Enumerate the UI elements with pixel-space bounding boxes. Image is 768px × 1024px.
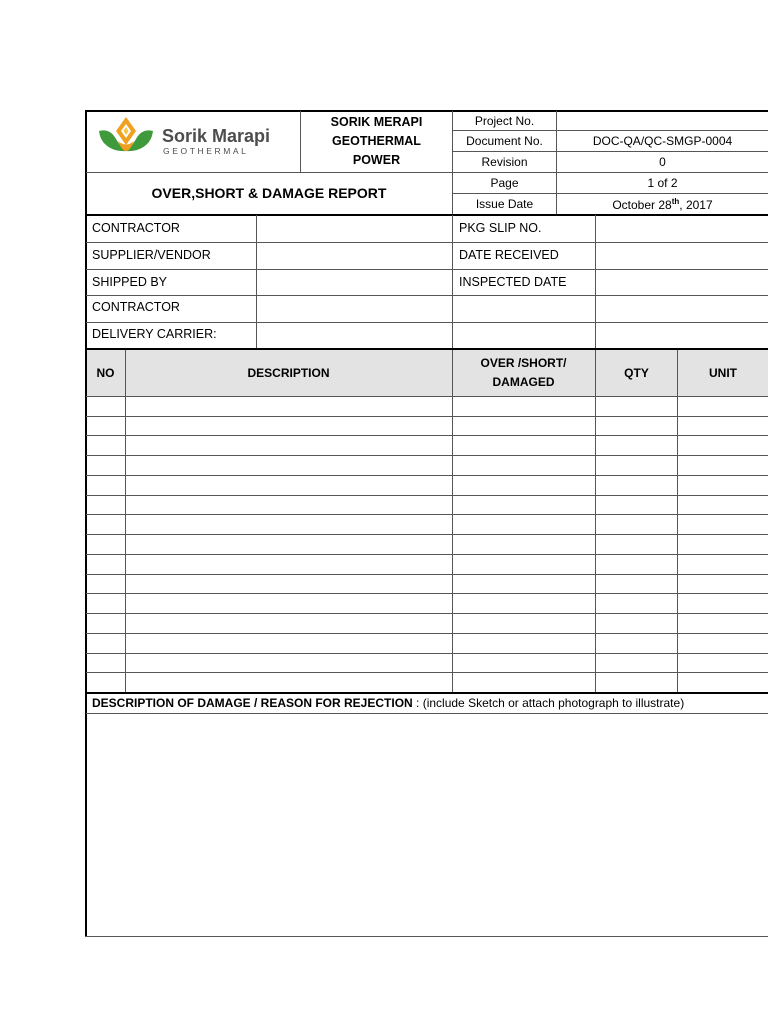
fields-divider-1	[256, 215, 257, 349]
field-label-contractor: CONTRACTOR	[92, 221, 180, 235]
issue-date-year: , 2017	[679, 198, 713, 212]
table-row	[0, 613, 768, 633]
cell-unit-input[interactable]	[678, 476, 768, 494]
table-row	[0, 416, 768, 436]
field-label-contractor-2: CONTRACTOR	[92, 300, 180, 314]
cell-qty-input[interactable]	[596, 515, 677, 533]
table-row-line	[86, 514, 768, 515]
cell-qty-input[interactable]	[596, 476, 677, 494]
table-row-line	[86, 593, 768, 594]
cell-qty-input[interactable]	[596, 555, 677, 573]
col-header-description: DESCRIPTION	[247, 366, 330, 380]
cell-description-input[interactable]	[126, 555, 452, 573]
field-label-supplier-vendor: SUPPLIER/VENDOR	[92, 248, 211, 262]
cell-no-input[interactable]	[86, 634, 125, 652]
table-row	[0, 455, 768, 475]
cell-description-input[interactable]	[126, 436, 452, 454]
cell-no-input[interactable]	[86, 575, 125, 593]
cell-description-input[interactable]	[126, 417, 452, 435]
cell-unit-input[interactable]	[678, 397, 768, 415]
header-bottom-border	[85, 214, 768, 216]
cell-unit-input[interactable]	[678, 456, 768, 474]
cell-description-input[interactable]	[126, 614, 452, 632]
field-label-inspected-date: INSPECTED DATE	[459, 275, 567, 289]
header-divider-logo	[300, 111, 301, 172]
cell-no-input[interactable]	[86, 555, 125, 573]
contractor-input[interactable]	[257, 216, 452, 241]
outer-bottom-border	[85, 936, 768, 937]
table-row-line	[86, 653, 768, 654]
date-received-input[interactable]	[596, 243, 768, 268]
cell-unit-input[interactable]	[678, 436, 768, 454]
table-row	[0, 554, 768, 574]
fields-row-line-2	[86, 269, 768, 270]
logo-name: Sorik Marapi	[162, 126, 271, 146]
table-row-line	[86, 455, 768, 456]
header-divider-company	[452, 111, 453, 215]
outer-left-border	[85, 110, 87, 937]
cell-unit-input[interactable]	[678, 555, 768, 573]
fields-row-line-1	[86, 242, 768, 243]
doc-info-label-project-no: Project No.	[474, 114, 535, 128]
contractor-2-input[interactable]	[257, 296, 452, 321]
cell-over-short-damaged-input[interactable]	[453, 397, 595, 415]
cell-no-input[interactable]	[86, 654, 125, 672]
fields-divider-2	[452, 215, 453, 349]
cell-qty-input[interactable]	[596, 594, 677, 612]
cell-over-short-damaged-input[interactable]	[453, 614, 595, 632]
cell-description-input[interactable]	[126, 456, 452, 474]
delivery-carrier-input[interactable]	[257, 323, 452, 348]
table-row-line	[86, 613, 768, 614]
cell-over-short-damaged-input[interactable]	[453, 535, 595, 553]
fields-row-line-3	[86, 295, 768, 296]
damage-description-label: DESCRIPTION OF DAMAGE / REASON FOR REJECTION	[92, 696, 413, 710]
cell-unit-input[interactable]	[678, 654, 768, 672]
table-row	[0, 574, 768, 594]
cell-no-input[interactable]	[86, 614, 125, 632]
table-col-line-1	[125, 350, 126, 693]
extra-field-4-input[interactable]	[596, 296, 768, 321]
table-bottom-border	[85, 692, 768, 694]
table-row	[0, 534, 768, 554]
damage-description-heading	[92, 697, 684, 709]
cell-description-input[interactable]	[126, 575, 452, 593]
table-row	[0, 633, 768, 653]
cell-description-input[interactable]	[126, 515, 452, 533]
table-row	[0, 495, 768, 515]
table-row-line	[86, 435, 768, 436]
doc-info-label-page: Page	[490, 176, 519, 190]
table-row-line	[86, 534, 768, 535]
cell-unit-input[interactable]	[678, 417, 768, 435]
doc-info-label-revision: Revision	[481, 155, 528, 169]
table-row	[0, 514, 768, 534]
cell-over-short-damaged-input[interactable]	[453, 634, 595, 652]
header-title-divider	[86, 172, 452, 173]
company-name-line-3: POWER	[352, 153, 401, 167]
cell-no-input[interactable]	[86, 417, 125, 435]
logo-subtitle: GEOTHERMAL	[163, 146, 249, 156]
cell-qty-input[interactable]	[596, 575, 677, 593]
doc-info-row-line-1	[452, 130, 768, 131]
table-col-line-2	[452, 350, 453, 693]
cell-no-input[interactable]	[86, 673, 125, 691]
doc-info-label-issue-date: Issue Date	[475, 197, 534, 211]
report-header	[0, 0, 768, 215]
table-row	[0, 435, 768, 455]
cell-qty-input[interactable]	[596, 673, 677, 691]
table-row-line	[86, 574, 768, 575]
header-divider-info	[556, 111, 557, 215]
cell-over-short-damaged-input[interactable]	[453, 654, 595, 672]
cell-no-input[interactable]	[86, 476, 125, 494]
doc-info-value-page: 1 of 2	[647, 176, 678, 190]
col-header-no: NO	[96, 366, 115, 380]
table-row-line	[86, 475, 768, 476]
issue-date-suffix: th	[671, 197, 680, 206]
cell-unit-input[interactable]	[678, 594, 768, 612]
table-row-line	[86, 633, 768, 634]
supplier-vendor-input[interactable]	[257, 243, 452, 268]
table-row-line	[86, 416, 768, 417]
cell-over-short-damaged-input[interactable]	[453, 436, 595, 454]
table-row-line	[86, 495, 768, 496]
items-table	[0, 349, 768, 693]
damage-description-section	[0, 693, 768, 938]
report-title: OVER,SHORT & DAMAGE REPORT	[151, 185, 387, 201]
cell-description-input[interactable]	[126, 397, 452, 415]
cell-unit-input[interactable]	[678, 634, 768, 652]
cell-description-input[interactable]	[126, 673, 452, 691]
table-row-line	[86, 672, 768, 673]
cell-over-short-damaged-input[interactable]	[453, 673, 595, 691]
extra-field-5-input[interactable]	[596, 323, 768, 348]
company-logo	[96, 115, 292, 161]
cell-over-short-damaged-input[interactable]	[453, 476, 595, 494]
outer-top-border	[85, 110, 768, 112]
table-row-line	[86, 554, 768, 555]
table-row	[0, 653, 768, 673]
cell-no-input[interactable]	[86, 515, 125, 533]
doc-info-value-document-no: DOC-QA/QC-SMGP-0004	[592, 134, 733, 148]
cell-qty-input[interactable]	[596, 456, 677, 474]
cell-qty-input[interactable]	[596, 614, 677, 632]
cell-no-input[interactable]	[86, 436, 125, 454]
cell-over-short-damaged-input[interactable]	[453, 594, 595, 612]
field-label-pkg-slip-no: PKG SLIP NO.	[459, 221, 542, 235]
cell-unit-input[interactable]	[678, 575, 768, 593]
col-header-qty: QTY	[624, 366, 649, 380]
doc-info-row-line-3	[452, 172, 768, 173]
damage-description-textarea[interactable]	[88, 715, 768, 934]
fields-divider-3	[595, 215, 596, 349]
cell-description-input[interactable]	[126, 535, 452, 553]
cell-unit-input[interactable]	[678, 673, 768, 691]
company-name-line-1: SORIK MERAPI	[330, 115, 423, 129]
company-name-line-2: GEOTHERMAL	[332, 134, 421, 148]
table-row	[0, 475, 768, 495]
cell-no-input[interactable]	[86, 496, 125, 514]
cell-no-input[interactable]	[86, 594, 125, 612]
issue-date-main: October 28	[612, 198, 672, 212]
cell-no-input[interactable]	[86, 535, 125, 553]
table-row	[0, 672, 768, 692]
cell-qty-input[interactable]	[596, 417, 677, 435]
table-col-line-3	[595, 350, 596, 693]
field-label-shipped-by: SHIPPED BY	[92, 275, 168, 289]
cell-qty-input[interactable]	[596, 634, 677, 652]
col-header-over-short: OVER /SHORT/	[480, 356, 567, 370]
cell-qty-input[interactable]	[596, 397, 677, 415]
cell-description-input[interactable]	[126, 594, 452, 612]
cell-unit-input[interactable]	[678, 614, 768, 632]
damage-heading-line	[86, 713, 768, 714]
col-header-damaged: DAMAGED	[492, 375, 555, 389]
cell-over-short-damaged-input[interactable]	[453, 417, 595, 435]
field-label-delivery-carrier: DELIVERY CARRIER:	[92, 327, 217, 341]
delivery-fields	[0, 215, 768, 349]
table-row	[0, 593, 768, 613]
cell-qty-input[interactable]	[596, 436, 677, 454]
doc-info-row-line-2	[452, 151, 768, 152]
cell-description-input[interactable]	[126, 496, 452, 514]
cell-unit-input[interactable]	[678, 496, 768, 514]
col-header-unit: UNIT	[709, 366, 737, 380]
cell-over-short-damaged-input[interactable]	[453, 456, 595, 474]
table-header-bottom	[86, 396, 768, 397]
cell-no-input[interactable]	[86, 397, 125, 415]
cell-over-short-damaged-input[interactable]	[453, 496, 595, 514]
doc-info-value-issue-date	[557, 198, 768, 211]
inspected-date-input[interactable]	[596, 270, 768, 294]
cell-description-input[interactable]	[126, 476, 452, 494]
fields-bottom-border	[85, 348, 768, 350]
table-col-line-4	[677, 350, 678, 693]
cell-over-short-damaged-input[interactable]	[453, 575, 595, 593]
doc-info-label-document-no: Document No.	[466, 134, 543, 148]
cell-over-short-damaged-input[interactable]	[453, 555, 595, 573]
cell-description-input[interactable]	[126, 654, 452, 672]
cell-qty-input[interactable]	[596, 654, 677, 672]
cell-description-input[interactable]	[126, 634, 452, 652]
cell-unit-input[interactable]	[678, 535, 768, 553]
field-label-date-received: DATE RECEIVED	[459, 248, 559, 262]
damage-description-note: : (include Sketch or attach photograph to illustrate)	[412, 696, 685, 710]
cell-no-input[interactable]	[86, 456, 125, 474]
table-row	[0, 396, 768, 416]
cell-over-short-damaged-input[interactable]	[453, 515, 595, 533]
pkg-slip-no-input[interactable]	[596, 216, 768, 241]
cell-qty-input[interactable]	[596, 535, 677, 553]
cell-unit-input[interactable]	[678, 515, 768, 533]
doc-info-row-line-4	[452, 193, 768, 194]
fields-row-line-4	[86, 322, 768, 323]
shipped-by-input[interactable]	[257, 270, 452, 294]
doc-info-value-revision: 0	[659, 155, 666, 169]
cell-qty-input[interactable]	[596, 496, 677, 514]
